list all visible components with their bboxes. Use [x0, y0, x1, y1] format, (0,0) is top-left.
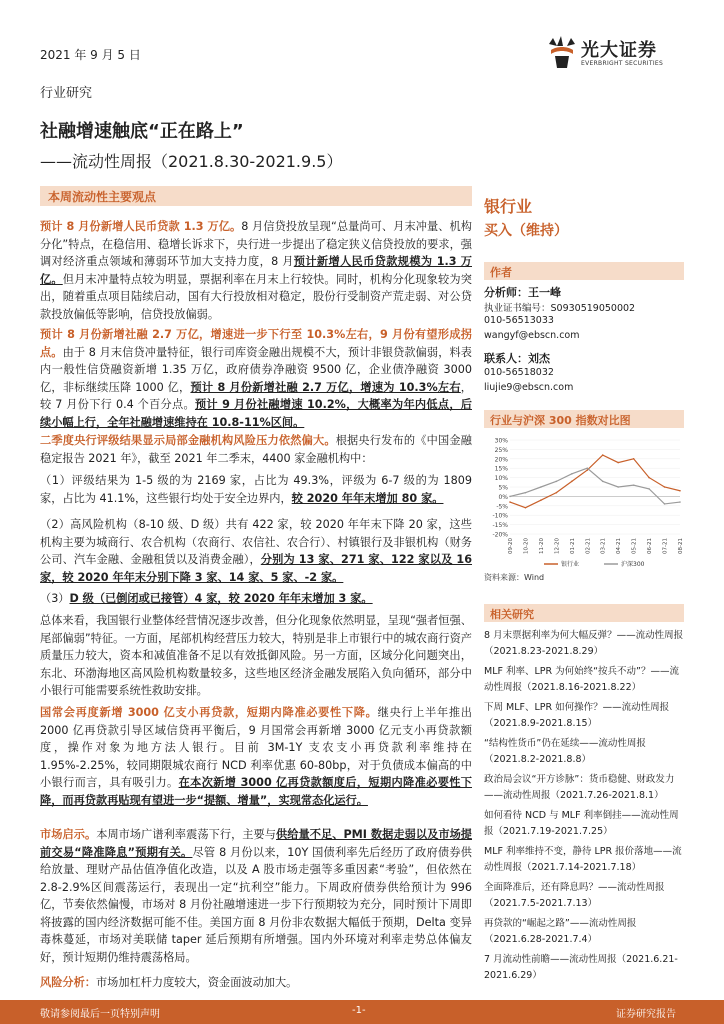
related-report-item[interactable]: 7 月流动性前瞻——流动性周报（2021.6.21-2021.6.29）: [484, 954, 678, 981]
related-report-item[interactable]: 下周 MLF、LPR 如何操作？——流动性周报（2021.8.9-2021.8.15）: [484, 702, 670, 729]
series-line-hs300: [510, 468, 680, 504]
data-point: [633, 484, 635, 486]
highlight-text: 风险分析：: [40, 976, 96, 989]
contact-phone: 010-56518032: [484, 367, 554, 378]
paragraph: [40, 612, 472, 700]
chart-bar: [484, 410, 684, 428]
brand-logo: [547, 34, 687, 74]
body-text: 但月末冲量特点较为明显，票据利率在月末上行较快。同时，机构分化现象较为突出，随着重点项目陆续启动，国有大行投放相对稳定，股份行受制资产荒走弱、对公贷款投放偏低等影响，信贷投放偏弱。: [40, 272, 472, 321]
body-text: 尽管 8 月份以来，10Y 国债利率先后经历了政府债券供给放量、理财产品估值净值化改造，以及 A 股市场走强等多重因素“考验”，但依然在 2.8-2.9%区间震荡运行，表现出一定“抗利空”能力。下周政府债券供给预计为 996 亿，节奏依然偏慢，市场对 8 月份社融增速进一步下行预期较为充分，同时预计下周即将披露的国内经济数据可能不佳。美国方面 8 月份非农数据大幅低于预期，Delta 变异毒株蔓延，市场对美联储 taper 延后预期有所增强。国内外环境对利率走势总体偏友好，预计短期仍维持震荡格局。: [40, 845, 472, 964]
highlight-text: 二季度央行评级结果显示局部金融机构风险压力依然偏大。: [40, 434, 336, 447]
analyst-phone: 010-56513033: [484, 315, 554, 326]
y-tick-label: -5%: [496, 503, 508, 511]
y-tick-label: -15%: [492, 522, 508, 530]
x-tick-label: 01-21: [569, 538, 576, 554]
key-finding-text: 预计新增人民币贷款规模为 1.3 万亿。: [40, 255, 472, 286]
x-tick-label: 10-20: [523, 538, 530, 554]
industry-label: 银行业: [484, 197, 533, 216]
body-text: 根据央行发布的《中国金融稳定报告 2021 年》，截至 2021 年二季末，4400 家金融机构中：: [40, 434, 472, 465]
related-report-item[interactable]: MLF 利率维持不变，静待 LPR 报价落地——流动性周报（2021.7.14-2021.7.18）: [484, 846, 682, 873]
paragraph: [40, 974, 472, 992]
body-text: ，较 7 月份下行 0.4 个百分点。: [40, 380, 472, 411]
data-point: [571, 481, 573, 483]
data-point: [509, 496, 511, 498]
data-point: [586, 469, 588, 471]
key-finding-text: 在本次新增 3000 亿再贷款额度后，短期内降准必要性下降，而再贷款再贴现有望进一步“提额、增量”，实现常态化运行。: [40, 776, 472, 807]
index-comparison-chart: [484, 434, 684, 570]
data-point: [617, 486, 619, 488]
data-point: [571, 473, 573, 475]
y-tick-label: 15%: [494, 465, 508, 473]
legend-label: 沪深300: [621, 561, 645, 568]
x-tick-label: 06-21: [647, 538, 654, 554]
related-report-item[interactable]: 8 月末票据利率为何大幅反弹？——流动性周报（2021.8.23-2021.8.29）: [484, 630, 684, 657]
paragraph: [40, 516, 472, 586]
paragraph: [40, 590, 472, 608]
x-tick-label: 04-21: [616, 538, 623, 554]
body-text: （1）评级结果为 1-5 级的为 2169 家，占比为 49.3%，评级为 6-7 级的为 1809 家，占比为 41.1%，这些银行均处于安全边界内，: [40, 474, 472, 505]
body-text: 由于 8 月末信贷冲量特征，银行司库资金融出规模不大，预计非银贷款偏弱，料表内一般性信贷融资新增 1.35 万亿，政府债券净融资 9500 亿，企业债净融资 3000 亿，非标继续压降 1000 亿，: [40, 345, 472, 394]
related-report-item[interactable]: “结构性货币”仍在延续——流动性周报（2021.8.2-2021.8.8）: [484, 738, 646, 765]
data-point: [525, 507, 527, 509]
y-tick-label: 30%: [494, 437, 508, 445]
everbright-logo-icon: [547, 36, 577, 70]
report-category: 行业研究: [40, 86, 93, 101]
body-text: （2）高风险机构（8-10 级、D 级）共有 422 家，较 2020 年年末下降 20 家，这些机构主要为城商行、农合机构（农商行、农信社、农合行）、村镇银行及非银机构（财务公司、汽车金融、金融租赁以及消费金融），: [40, 518, 472, 566]
highlight-text: 国常会再度新增 3000 亿支小再贷款，短期内降准必要性下降。: [40, 706, 378, 719]
y-tick-label: 0%: [498, 493, 508, 501]
x-tick-label: 07-21: [662, 538, 669, 554]
body-text: 8 月信贷投放呈现“总量尚可、月末冲量、机构分化”特点，在稳信用、稳增长诉求下，央行进一步提出了稳定狭义信贷投放的要求，强调对经济重点领域和薄弱环节加大支持力度，8 月: [40, 220, 472, 268]
related-report-item[interactable]: 再贷款的“崛起之路”——流动性周报（2021.6.28-2021.7.4）: [484, 918, 637, 945]
y-tick-label: -10%: [492, 512, 508, 520]
data-point: [586, 467, 588, 469]
paragraph: [40, 472, 472, 507]
report-title: 社融增速触底“正在路上”: [40, 121, 244, 142]
paragraph: [40, 826, 472, 966]
data-point: [540, 486, 542, 488]
key-finding-text: 预计 9 月份社融增速 10.2%，大概率为年内低点，后续小幅上行，全年社融增速维持在 10.8-11%区间。: [40, 398, 472, 429]
body-text: 总体来看，我国银行业整体经营情况逐步改善，但分化现象依然明显，呈现“强者恒强、尾部偏弱”特征。一方面，尾部机构经营压力较大，特别是非上市银行中的城农商行资产质量压力较大，资本和减值准备不足以有效抵御风险。另一方面，区域分化问题突出，东北、环渤海地区高风险机构数量较多，这些地区经济金融发展陷入负向循环，部分中小银行可能需要系统性救助安排。: [40, 614, 472, 697]
series-line-bank: [510, 455, 680, 508]
related-research-list: [484, 628, 684, 988]
key-finding-text: 较 2020 年年末增加 80 家。: [291, 491, 444, 505]
related-bar: [484, 604, 684, 622]
analyst-email[interactable]: wangyf@ebscn.com: [484, 330, 580, 341]
body-text: （3）: [40, 592, 70, 605]
y-tick-label: 10%: [494, 475, 508, 483]
data-point: [602, 454, 604, 456]
related-bar-title: 相关研究: [490, 608, 534, 621]
analyst-name: 分析师：王一峰: [484, 286, 561, 299]
analyst-license: 执业证书编号：S0930519050002: [484, 303, 636, 314]
highlight-text: 市场启示。: [40, 828, 97, 841]
section-header: [40, 186, 472, 206]
logo-text-cn: 光大证券: [581, 40, 657, 61]
highlight-text: 预计 8 月份新增人民币贷款 1.3 万亿。: [40, 220, 242, 233]
key-finding-text: 分别为 13 家、271 家、122 家以及 16 家，较 2020 年年末分别下降 3 家、14 家、5 家、-2 家。: [40, 553, 472, 584]
footer-disclaimer[interactable]: 敬请参阅最后一页特别声明: [40, 1009, 160, 1020]
logo-text-en: EVERBRIGHT SECURITIES: [581, 60, 664, 67]
report-date: 2021 年 9 月 5 日: [40, 48, 141, 62]
y-tick-label: 5%: [498, 484, 508, 492]
key-finding-text: 预计 8 月份新增社融 2.7 万亿，增速为 10.3%左右: [190, 380, 461, 394]
legend-label: 银行业: [561, 561, 580, 568]
x-tick-label: 08-21: [678, 538, 684, 554]
data-point: [525, 492, 527, 494]
data-point: [648, 477, 650, 479]
chart-source: 资料来源：Wind: [484, 573, 545, 582]
x-tick-label: 02-21: [585, 538, 592, 554]
related-report-item[interactable]: 如何看待 NCD 与 MLF 利率倒挂——流动性周报（2021.7.19-2021.7.25）: [484, 810, 679, 837]
page-footer: [0, 1000, 724, 1024]
highlight-text: 预计 8 月份新增社融 2.7 万亿，增速进一步下行至 10.3%左右，9 月份有望形成拐点。: [40, 328, 472, 359]
data-point: [633, 458, 635, 460]
x-tick-label: 03-21: [600, 538, 607, 554]
data-point: [679, 501, 681, 503]
section-title: 本周流动性主要观点: [48, 190, 157, 204]
data-point: [617, 462, 619, 464]
y-tick-label: -20%: [492, 531, 508, 539]
report-subtitle: ——流动性周报（2021.8.30-2021.9.5）: [40, 152, 343, 171]
x-tick-label: 12-20: [554, 538, 561, 554]
x-tick-label: 09-20: [508, 538, 514, 554]
data-point: [509, 501, 511, 503]
key-finding-text: 供给量不足、PMI 数据走弱以及市场提前交易“降准降息”预期有关。: [40, 828, 472, 859]
x-tick-label: 05-21: [631, 538, 638, 554]
paragraph: [40, 218, 472, 323]
data-point: [664, 503, 666, 505]
author-bar-title: 作者: [490, 266, 512, 279]
chart-bar-title: 行业与沪深 300 指数对比图: [490, 414, 631, 427]
key-finding-text: D 级（已倒闭或已接管）4 家，较 2020 年年末增加 3 家。: [69, 592, 373, 605]
data-point: [540, 499, 542, 501]
y-tick-label: 25%: [494, 446, 508, 454]
author-bar: [484, 262, 684, 280]
page-number: -1-: [352, 1005, 366, 1016]
body-text: 本周市场广谱利率震荡下行，主要与: [96, 828, 277, 841]
y-tick-label: 20%: [494, 456, 508, 464]
contact-name: 联系人：刘杰: [484, 352, 550, 365]
body-text: 继央行上半年推出 2000 亿再贷款引导区域信贷再平衡后，9 月国常会再新增 3000 亿元支小再贷款额度，操作对象为地方法人银行。目前 3M-1Y 支农支小再贷款利率维持在 1.95%-2.25%，较同期限城农商行 NCD 利率优惠 60-80bp，对于负债成本偏高的中小银行而言，具有吸引力。: [40, 706, 472, 789]
data-point: [679, 490, 681, 492]
data-point: [556, 492, 558, 494]
rating-label: 买入（维持）: [484, 223, 568, 239]
footer-report-type: 证券研究报告: [616, 1009, 676, 1020]
paragraph: [40, 704, 472, 809]
related-report-item[interactable]: 政治局会议“开方诊脉”：货币稳健、财政发力——流动性周报（2021.7.26-2021.8.1）: [484, 774, 675, 801]
data-point: [556, 481, 558, 483]
data-point: [664, 486, 666, 488]
contact-email[interactable]: liujie9@ebscn.com: [484, 382, 574, 393]
body-text: 市场加杠杆力度较大，资金面波动加大。: [95, 976, 298, 989]
data-point: [648, 488, 650, 490]
data-point: [602, 481, 604, 483]
related-report-item[interactable]: MLF 利率、LPR 为何始终“按兵不动”？——流动性周报（2021.8.16-2021.8.22）: [484, 666, 679, 693]
related-report-item[interactable]: 全面降准后，还有降息吗？——流动性周报（2021.7.5-2021.7.13）: [484, 882, 665, 909]
paragraph: [40, 432, 472, 467]
paragraph: [40, 326, 472, 431]
x-tick-label: 11-20: [538, 538, 545, 554]
